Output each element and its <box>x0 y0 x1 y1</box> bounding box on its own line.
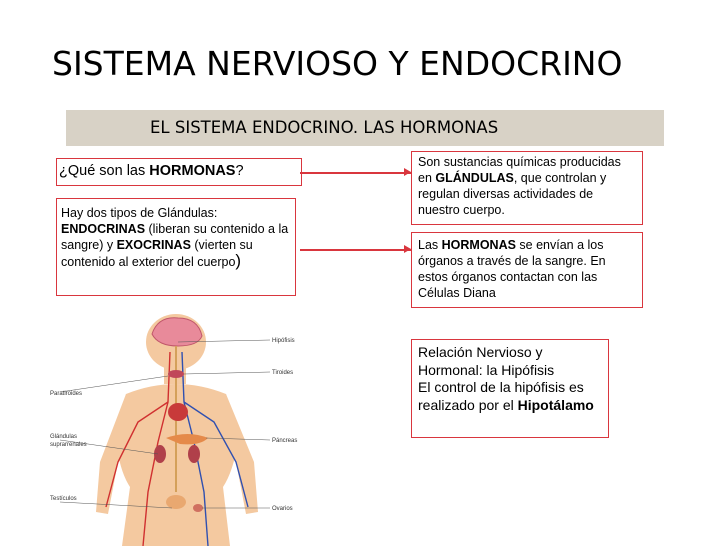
types-exocrinas: EXOCRINAS <box>116 238 191 252</box>
endocrine-body-figure <box>48 312 348 546</box>
kidney-left-icon <box>154 445 166 463</box>
thyroid-icon <box>168 370 184 378</box>
label-paratiroides: Paratiroides <box>50 391 83 397</box>
label-testiculos: Testículos <box>50 496 77 502</box>
relation-line1: Relación Nervioso y Hormonal: la Hipófisis <box>418 344 555 378</box>
label-ovarios: Ovarios <box>272 506 293 512</box>
hormone-transport-box <box>411 232 643 308</box>
gland-types-box <box>56 198 296 296</box>
types-exocrinas-desc: (vierten su contenido al exterior del cuerpo <box>61 238 253 269</box>
types-close-paren: ) <box>235 251 242 270</box>
question-bold: HORMONAS <box>149 163 236 179</box>
definition-box <box>411 151 643 225</box>
types-endocrinas-desc: (liberan su contenido a la sangre) y <box>61 222 289 252</box>
label-hipofisis: Hipófisis <box>272 338 295 344</box>
ovary-icon <box>193 504 203 512</box>
subtitle-text: EL SISTEMA ENDOCRINO. LAS HORMONAS <box>150 118 499 137</box>
arrow-connector-top <box>300 172 411 174</box>
relation-line2: El control de la hipófisis es realizado por el <box>418 379 584 413</box>
question-prefix: ¿Qué son las <box>59 163 150 179</box>
definition-text2: , que controlan y regulan diversas actividades de nuestro cuerpo. <box>418 171 607 217</box>
bladder-icon <box>166 495 186 509</box>
definition-text1: Son sustancias químicas producidas en <box>418 155 621 185</box>
send-text2: se envían a los órganos a través de la sangre. En estos órganos contactan con las Células Diana <box>418 238 606 300</box>
heart-icon <box>168 403 188 421</box>
types-intro: Hay dos tipos de Glándulas: <box>61 206 218 220</box>
label-tiroides: Tiroides <box>272 370 294 376</box>
send-text1: Las <box>418 238 442 252</box>
label-glandulas: Glándulas <box>50 434 78 440</box>
subtitle-bar <box>66 110 664 146</box>
arrow-connector-bottom <box>300 249 411 251</box>
question-suffix: ? <box>235 163 244 179</box>
types-endocrinas: ENDOCRINAS <box>61 222 146 236</box>
kidney-right-icon <box>188 445 200 463</box>
relation-bold: Hipotálamo <box>517 396 594 413</box>
label-pancreas: Páncreas <box>272 438 298 444</box>
slide-title: SISTEMA NERVIOSO Y ENDOCRINO <box>52 44 623 83</box>
definition-bold: GLÁNDULAS <box>435 171 514 185</box>
label-suprarrenales: suprarrenales <box>50 442 87 448</box>
question-box <box>56 158 302 186</box>
send-bold: HORMONAS <box>441 238 516 252</box>
relation-box <box>411 339 609 438</box>
